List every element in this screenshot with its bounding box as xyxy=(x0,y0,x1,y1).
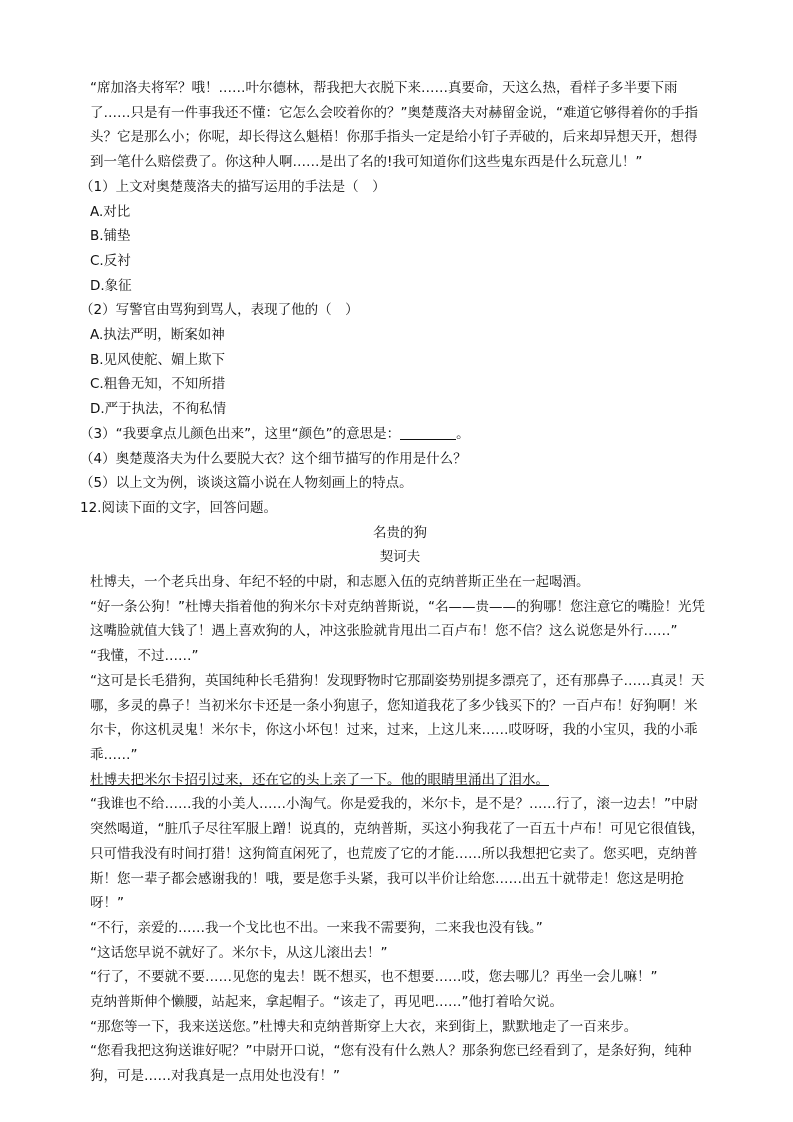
story-paragraph: “您看我把这狗送谁好呢？”中尉开口说，“您有没有什么熟人？那条狗您已经看到了，是条好狗，纯种狗，可是……对我真是一点用处也没有！” xyxy=(90,1043,692,1085)
story-paragraph: “我懂，不过……” xyxy=(90,648,199,665)
question-2-stem: （2）写警官由骂狗到骂人，表现了他的（ ） xyxy=(80,302,359,319)
question-3 xyxy=(80,422,710,447)
question-2-option-a: A.执法严明，断案如神 xyxy=(90,327,225,344)
story-paragraph: “这可是长毛猎狗，英国纯种长毛猎狗！发现野物时它那副姿势别提多漂亮了，还有那鼻子……真灵！天哪，多灵的鼻子！当初米尔卡还是一条小狗崽子，您知道我花了多少钱买下的？一百卢布！好狗啊！米尔卡，你这机灵鬼！米尔卡，你这小坏包！过来，过来，上这儿来……哎呀呀，我的小宝贝，我的小乖乖……” xyxy=(90,672,705,763)
story-underlined-sentence xyxy=(90,768,710,793)
story-title: 名贵的狗 xyxy=(373,524,427,541)
passage-paragraph: “席加洛夫将军？哦！……叶尔德林，帮我把大衣脱下来……真要命，天这么热，看样子多半要下雨了……只是有一件事我还不懂：它怎么会咬着你的？”奥楚蔑洛夫对赫留金说，“难道它够得着你的手指头？它是那么小；你呢，却长得这么魁梧！你那手指头一定是给小钉子弄破的，后来却异想天开，想得到一笔什么赔偿费了。你这种人啊……是出了名的!我可知道你们这些鬼东西是什么玩意儿！” xyxy=(90,80,698,171)
question-12-heading: 12.阅读下面的文字，回答问题。 xyxy=(80,499,277,516)
question-2-option-c: C.粗鲁无知，不知所措 xyxy=(90,376,226,393)
story-paragraph: “不行，亲爱的……我一个戈比也不出。一来我不需要狗，二来我也没有钱。” xyxy=(90,919,543,936)
question-2-option-b: B.见风使舵、媚上欺下 xyxy=(90,351,226,368)
story-paragraph: 克纳普斯伸个懒腰，站起来，拿起帽子。“该走了，再见吧……”他打着哈欠说。 xyxy=(90,994,563,1011)
story-paragraph: “好一条公狗！”杜博夫指着他的狗米尔卡对克纳普斯说，“名——贵——的狗哪！您注意它的嘴脸！光凭这嘴脸就值大钱了！遇上喜欢狗的人，冲这张脸就肯甩出二百卢布！您不信？这么说您是外行……” xyxy=(90,598,705,640)
story-paragraph: “这话您早说不就好了。米尔卡，从这儿滚出去！” xyxy=(90,944,388,961)
question-5: （5）以上文为例，谈谈这篇小说在人物刻画上的特点。 xyxy=(80,475,413,492)
answer-blank[interactable] xyxy=(400,425,456,440)
question-1-option-b: B.铺垫 xyxy=(90,228,131,245)
story-author: 契诃夫 xyxy=(379,549,421,566)
story-paragraph: “行了，不要就不要……见您的鬼去！既不想买，也不想要……哎，您去哪儿？再坐一会儿嘛！” xyxy=(90,969,658,986)
question-3-end: 。 xyxy=(456,425,470,442)
question-2-option-d: D.严于执法，不徇私情 xyxy=(90,401,227,418)
underlined-text: 杜博夫把米尔卡招引过来，还在它的头上亲了一下。他的眼睛里涌出了泪水。 xyxy=(90,771,549,788)
question-1-option-c: C.反衬 xyxy=(90,252,131,269)
story-paragraph: 杜博夫，一个老兵出身、年纪不轻的中尉，和志愿入伍的克纳普斯正坐在一起喝酒。 xyxy=(90,574,590,591)
document-content xyxy=(80,76,710,1089)
question-1-option-a: A.对比 xyxy=(90,203,131,220)
story-paragraph: “那您等一下，我来送送您。”杜博夫和克纳普斯穿上大衣，来到街上，默默地走了一百来步。 xyxy=(90,1018,638,1035)
question-1-option-d: D.象征 xyxy=(90,277,132,294)
question-1-stem: （1）上文对奥楚蔑洛夫的描写运用的手法是（ ） xyxy=(80,178,386,195)
question-3-text: （3）“我要拿点儿颜色出来”，这里“颜色”的意思是： xyxy=(80,425,401,442)
story-paragraph: “我谁也不给……我的小美人……小淘气。你是爱我的，米尔卡，是不是？……行了，滚一边去！”中尉突然喝道，“脏爪子尽往军服上蹭！说真的，克纳普斯，买这小狗我花了一百五十卢布！可见它很值钱，只可惜我没有时间打猎！这狗简直闲死了，也荒废了它的才能……所以我想把它卖了。您买吧，克纳普斯！您一辈子都会感谢我的！哦，要是您手头紧，我可以半价让给您……出五十就带走！您这是明抢呀！” xyxy=(90,796,705,912)
question-4: （4）奥楚蔑洛夫为什么要脱大衣？这个细节描写的作用是什么？ xyxy=(80,450,467,467)
